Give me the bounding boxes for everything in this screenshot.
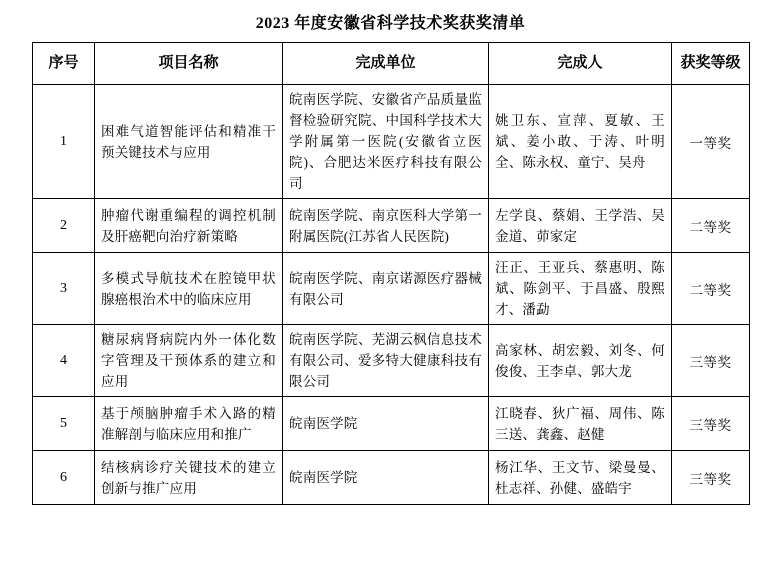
column-header-people: 完成人 — [489, 43, 672, 85]
cell-no: 2 — [33, 199, 95, 253]
cell-project: 肿瘤代谢重编程的调控机制及肝癌靶向治疗新策略 — [95, 199, 283, 253]
cell-grade: 三等奖 — [672, 451, 750, 505]
table-container — [0, 42, 781, 505]
table-row — [33, 85, 750, 199]
cell-no: 1 — [33, 85, 95, 199]
cell-unit: 皖南医学院 — [283, 397, 489, 451]
cell-people: 汪正、王亚兵、蔡惠明、陈斌、陈剑平、于昌盛、殷熙才、潘勐 — [489, 253, 672, 325]
column-header-project: 项目名称 — [95, 43, 283, 85]
cell-people: 姚卫东、宣萍、夏敏、王斌、姜小敢、于涛、叶明全、陈永权、童宁、吴舟 — [489, 85, 672, 199]
cell-people: 杨江华、王文节、梁曼曼、杜志祥、孙健、盛皓宇 — [489, 451, 672, 505]
cell-people: 高家林、胡宏毅、刘冬、何俊俊、王李卓、郭大龙 — [489, 325, 672, 397]
cell-grade: 三等奖 — [672, 397, 750, 451]
page-title: 2023 年度安徽省科学技术奖获奖清单 — [255, 15, 526, 32]
cell-grade: 一等奖 — [672, 85, 750, 199]
cell-unit: 皖南医学院、安徽省产品质量监督检验研究院、中国科学技术大学附属第一医院(安徽省立医院)、合肥达米医疗科技有限公司 — [283, 85, 489, 199]
cell-unit: 皖南医学院、南京医科大学第一附属医院(江苏省人民医院) — [283, 199, 489, 253]
cell-people: 江晓春、狄广福、周伟、陈三送、龚鑫、赵健 — [489, 397, 672, 451]
award-list-table — [32, 42, 750, 505]
table-row — [33, 451, 750, 505]
table-row — [33, 199, 750, 253]
cell-project: 基于颅脑肿瘤手术入路的精准解剖与临床应用和推广 — [95, 397, 283, 451]
table-header-row — [33, 43, 750, 85]
cell-no: 3 — [33, 253, 95, 325]
cell-grade: 三等奖 — [672, 325, 750, 397]
cell-project: 多模式导航技术在腔镜甲状腺癌根治术中的临床应用 — [95, 253, 283, 325]
column-header-no: 序号 — [33, 43, 95, 85]
cell-unit: 皖南医学院、南京诺源医疗器械有限公司 — [283, 253, 489, 325]
cell-project: 结核病诊疗关键技术的建立创新与推广应用 — [95, 451, 283, 505]
table-row — [33, 325, 750, 397]
column-header-unit: 完成单位 — [283, 43, 489, 85]
table-row — [33, 253, 750, 325]
cell-unit: 皖南医学院、芜湖云枫信息技术有限公司、爱多特大健康科技有限公司 — [283, 325, 489, 397]
column-header-grade: 获奖等级 — [672, 43, 750, 85]
cell-no: 5 — [33, 397, 95, 451]
cell-project: 糖尿病肾病院内外一体化数字管理及干预体系的建立和应用 — [95, 325, 283, 397]
cell-no: 4 — [33, 325, 95, 397]
table-header — [33, 43, 750, 85]
table-row — [33, 397, 750, 451]
cell-unit: 皖南医学院 — [283, 451, 489, 505]
cell-people: 左学良、蔡娟、王学浩、吴金道、茆家定 — [489, 199, 672, 253]
cell-project: 困难气道智能评估和精准干预关键技术与应用 — [95, 85, 283, 199]
cell-grade: 二等奖 — [672, 199, 750, 253]
table-body — [33, 85, 750, 505]
cell-no: 6 — [33, 451, 95, 505]
cell-grade: 二等奖 — [672, 253, 750, 325]
